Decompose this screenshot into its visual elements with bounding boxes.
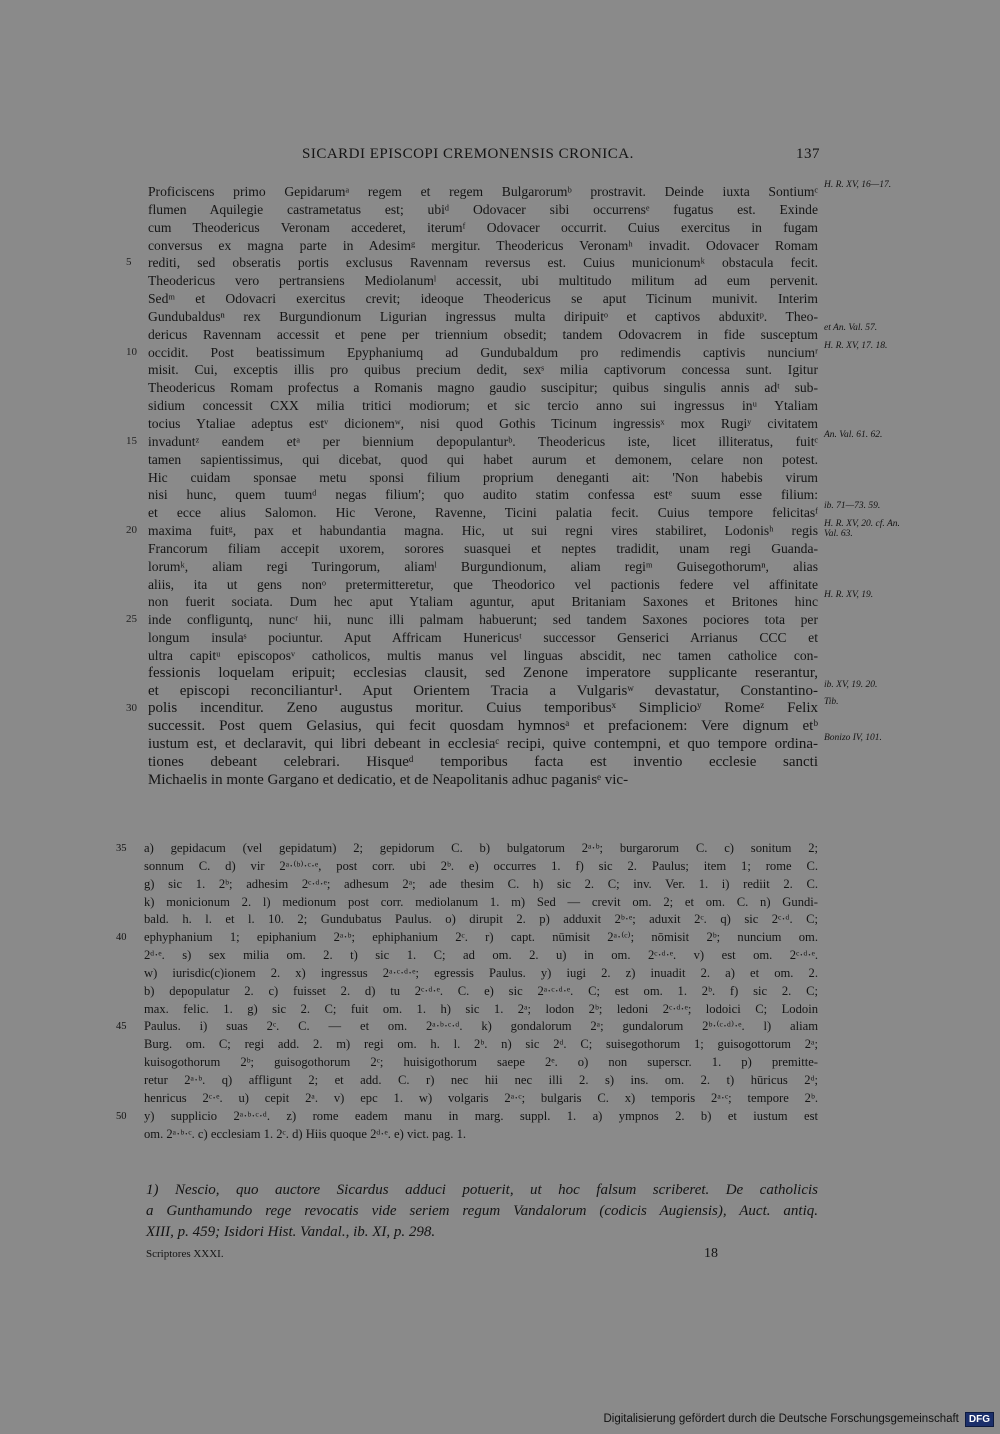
text-line (148, 322, 878, 344)
text-line (148, 237, 818, 255)
apparatus-line-content: retur 2ᵃ·ᵇ. q) affligunt 2; et add. C. r) nec hii nec illi 2. s) ins. om. 2. t) hūricus 2ᵈ; (144, 1072, 818, 1087)
line-number: 30 (126, 702, 137, 715)
text-line-content: Theodericus vero pertransiens Mediolanumˡ accessit, ubi multitudo militum ad eum pervenit. (148, 273, 818, 289)
text-line-content: dericus Ravennam accessit et pene per triennium obsedit; tandem Odovacrem in fide susceptum (148, 326, 818, 342)
text-line-content: ultra capitᵘ episcoposᵛ catholicos, multis manus vel linguas abscidit, nec tamen catholice con- (148, 647, 818, 663)
text-line (148, 486, 818, 504)
line-number: 50 (116, 1110, 127, 1122)
text-line (148, 272, 818, 290)
text-line-content: maxima fuitᵍ, pax et habundantia magna. Hic, ut sui regni vires stabiliret, Lodonisʰ regis (148, 523, 818, 539)
text-line (148, 665, 818, 683)
text-line (148, 679, 878, 701)
apparatus-line (144, 876, 818, 894)
text-line-content: Francorum filiam accepit uxorem, sorores suasquei et neptes tradidit, unam regi Guanda- (148, 540, 818, 556)
text-line-content: cum Theodericus Veronam accederet, iterumᶠ Odovacer occurrit. Cuius exercitus in fugam (148, 219, 818, 235)
critical-apparatus (116, 840, 818, 1143)
apparatus-line (144, 1001, 818, 1019)
text-line-content: Proficiscens primo Gepidarumᵃ regem et regem Bulgarorumᵇ prostravit. Deinde iuxta Sontiumᶜ (148, 184, 818, 199)
apparatus-line-content: w) iurisdic(c)ionem 2. x) ingressus 2ᵃ·ᶜ·ᵈ·ᵉ; egressis Paulus. y) iugi 2. z) inuadit 2. a) et om. 2. (144, 965, 818, 980)
text-line-content: conversus ex magna parte in Adesimᵍ mergitur. Theodericus Veronamʰ invadit. Odovacer Romam (148, 237, 818, 253)
text-line-content: et ecce alius Salomon. Hic Verone, Ravenne, Ticini palatia fecit. Cuius tempore felicitasᶠ (148, 505, 818, 521)
text-line (148, 201, 818, 219)
margin-reference: et An. Val. 57. (824, 322, 878, 333)
text-line-content: aliis, ita ut gens nonᵒ pretermitteretur, que Theodorico vel pactionis federe vel affinitate (148, 576, 818, 592)
text-line-content: occidit. Post beatissimum Epyphaniumq ad Gundubaldum pro redimendis captivis nunciumʳ (148, 344, 818, 360)
apparatus-line (116, 929, 818, 947)
text-line (126, 429, 883, 451)
apparatus-line-content: y) supplicio 2ᵃ·ᵇ·ᶜ·ᵈ. z) rome eadem manu in marg. suppl. 1. a) ympnos 2. b) et iustum est (144, 1108, 818, 1123)
apparatus-line-content: henricus 2ᶜ·ᵉ. u) cepit 2ᵃ. v) epc 1. w) volgaris 2ᵃ·ᶜ; bulgaris C. x) temporis 2ᵃ·ᶜ; tempore 2ᵇ. (144, 1090, 818, 1105)
text-line (148, 772, 818, 790)
apparatus-line-content: 2ᵈ·ᵉ. s) sex milia om. 2. t) sic 1. C; ad om. 2. u) in om. 2ᶜ·ᵈ·ᵉ. v) est om. 2ᶜ·ᵈ·ᵉ. (144, 948, 818, 963)
text-line-content: misit. Cui, exceptis illis pro quibus precium dedit, sexˢ milia captivorum concessa sunt. Igitur (148, 362, 818, 378)
banner-text: Digitalisierung gefördert durch die Deutsche Forschungsgemeinschaft (603, 1413, 959, 1425)
text-line-content: tocius Ytaliae adeptus estᵛ dicionemʷ, nisi quod Gothis Ticinum ingressisˣ mox Rugiʸ civitatem (148, 415, 818, 431)
text-line-content: polis incenditur. Zeno augustus moritur. Cuius temporibusˣ Simplicioʸ Romeᶻ Felix (148, 700, 818, 717)
margin-reference: ib. 71—73. 59. (824, 501, 881, 512)
apparatus-line-content: Paulus. i) suas 2ᶜ. C. — et om. 2ᵃ·ᵇ·ᶜ·ᵈ. k) gondalorum 2ᵃ; gundalorum 2ᵇ·⁽ᶜ·ᵈ⁾·ᵉ. l) aliam (144, 1019, 818, 1034)
footnote-line: 1) Nescio, quo auctore Sicardus adduci potuerit, ut hoc falsum scriberet. De catholicis (146, 1182, 818, 1198)
text-line-content: Hic cuidam sponsae metu sponsi filium proprium deneganti ait: 'Non habebis virum (148, 469, 818, 485)
apparatus-line-content: b) depopulatur 2. c) fuisset 2. d) tu 2ᶜ·ᵈ·ᵉ. C. e) sic 2ᵃ·ᶜ·ᵈ·ᵉ. C; est om. 1. 2ᵇ. f) sic 2. C; (144, 983, 818, 998)
main-text-block (126, 180, 900, 790)
text-line (148, 180, 892, 201)
dfg-logo: DFG (965, 1412, 994, 1427)
margin-reference: H. R. XV, 17. 18. (824, 340, 888, 351)
apparatus-line (144, 965, 818, 983)
margin-reference: ib. XV, 19. 20. (824, 679, 878, 690)
line-number: 10 (126, 345, 137, 358)
text-line-content: non fuerit sociata. Dum hec aput Ytaliam aguntur, aput Britaniam Saxones et Britones hinc (148, 594, 818, 610)
margin-reference: H. R. XV, 19. (824, 590, 874, 601)
text-line (148, 754, 818, 772)
margin-reference: H. R. XV, 20. cf. An. Val. 63. (824, 519, 900, 540)
page-number: 137 (796, 146, 820, 162)
text-line-content: Michaelis in monte Gargano et dedicatio, et de Neapolitanis adhuc paganisᵉ vic- (148, 771, 629, 788)
text-line-content: Theodericus Romam profectus a Romanis magno gaudio suscipitur; quibus singulis annis adᵗ sub- (148, 380, 818, 396)
text-line-content: tiones debeant celebrari. Hisqueᵈ temporibus facta est inventio ecclesie sancti (148, 754, 818, 770)
text-line-content: Sedᵐ et Odovacri exercitus crevit; ideoque Theodericus se aput Ticinum munivit. Interim (148, 291, 818, 307)
apparatus-line (144, 983, 818, 1001)
sheet-number: 18 (704, 1246, 718, 1261)
apparatus-line (144, 858, 818, 876)
apparatus-line-content: Burg. om. C; regi add. 2. m) regi om. h. l. 2ᵇ. n) sic 2ᵈ. C; suisegothorum 1; guisogottorum 2ᵃ; (144, 1037, 818, 1052)
footnote-line: XIII, p. 459; Isidori Hist. Vandal., ib. XI, p. 298. (146, 1224, 436, 1240)
running-head-title: SICARDI EPISCOPI CREMONENSIS CRONICA. (302, 146, 634, 162)
line-number: 5 (126, 256, 132, 269)
apparatus-line-content: bald. h. l. et l. 10. 2; Gundubatus Paulus. o) dirupit 2. p) adduxit 2ᵇ·ᵉ; aduxit 2ᶜ. q) sic 2ᶜ·ᵈ. C; (144, 912, 818, 927)
text-line-content: inde confliguntq, nuncʳ hii, nunc illi palmam habuerunt; sed tandem Saxones pociores tota per (148, 612, 818, 628)
line-number: 35 (116, 843, 127, 854)
text-line-content: nisi hunc, quem tuumᵈ negas filium'; quo audito statim confessa estᵉ suum esse filium: (148, 487, 818, 503)
apparatus-line (144, 1126, 818, 1144)
apparatus-line (116, 840, 818, 858)
apparatus-line (144, 947, 818, 965)
apparatus-line (116, 1108, 818, 1126)
apparatus-line-content: max. felic. 1. g) sic 2. C; fuit om. 1. h) sic 1. 2ᵃ; lodon 2ᵇ; ledoni 2ᶜ·ᵈ·ᵉ; lodoici C; Lodoin (144, 1001, 818, 1016)
line-number: 25 (126, 613, 137, 626)
margin-reference: H. R. XV, 16—17. (824, 180, 892, 190)
sheet-signature: Scriptores XXXI. (146, 1248, 224, 1260)
apparatus-line-content: k) monicionum 2. l) medionum post corr. mediolanum 1. m) Sed — crevit om. 2; et om. C. n) Gundi- (144, 894, 818, 909)
line-number: 20 (126, 524, 137, 537)
text-line-content: longum insulaˢ pociuntur. Aput Affricam Hunericusᵗ successor Genserici Arrianus CCC et (148, 630, 818, 646)
text-line (148, 733, 882, 754)
text-line (148, 361, 818, 379)
footnote-line: a Gunthamundo rege revocatis vide seriem regum Vandalorum (codicis Augiensis), Auct. antiq. (146, 1203, 818, 1219)
margin-reference: Bonizo IV, 101. (824, 733, 882, 744)
text-line (148, 647, 818, 665)
text-line (148, 576, 818, 594)
text-line-content: Gundubaldusⁿ rex Burgundionum Ligurian ingressus multa diripuitᵒ et captivos abduxitᵖ. Theo- (148, 308, 818, 324)
text-line-content: rediti, sed obseratis portis exclusus Ravennam reversus est. Cuius municionumᵏ obstacula fecit. (148, 255, 818, 271)
text-line (148, 290, 818, 308)
margin-reference: Tib. (824, 697, 839, 708)
apparatus-line (144, 1054, 818, 1072)
apparatus-line-content: g) sic 1. 2ᵇ; adhesim 2ᶜ·ᵈ·ᵉ; adhesum 2ᵃ; ade thesim C. h) sic 2. C; inv. Ver. 1. i) rediit 2. C. (144, 876, 818, 891)
apparatus-line (144, 911, 818, 929)
text-line-content: invaduntᶻ eandem etᵃ per biennium depopulanturᵇ. Theodericus iste, licet illiteratus, fuitᶜ (148, 433, 818, 449)
margin-reference: An. Val. 61. 62. (824, 429, 883, 440)
text-line (148, 718, 818, 736)
text-line (148, 415, 818, 433)
text-line (148, 540, 818, 558)
text-line (148, 629, 818, 647)
text-line-content: lorumᵏ, aliam regi Turingorum, aliamˡ Burgundionum, aliam regiᵐ Guisegothorumⁿ, alias (148, 558, 818, 574)
line-number: 40 (116, 932, 127, 944)
text-line (148, 590, 874, 611)
apparatus-line (144, 894, 818, 912)
text-line (126, 697, 839, 718)
text-line-content: et episcopi reconciliantur¹. Aput Orientem Tracia a Vulgarisʷ devastatur, Constantino- (148, 682, 818, 699)
text-line (148, 451, 818, 469)
line-number: 15 (126, 434, 137, 447)
apparatus-line-content: a) gepidacum (vel gepidatum) 2; gepidorum C. b) bulgatorum 2ᵃ·ᵇ; burgarorum C. c) sonitum 2; (144, 841, 818, 855)
text-line (126, 340, 888, 362)
text-line (126, 611, 818, 629)
footnote-block (146, 1180, 818, 1243)
text-line (126, 519, 900, 540)
apparatus-line (116, 1018, 818, 1036)
text-line-content: sidium concessit CXX milia tritici modiorum; et sic tercio anno sui ingressus inᵘ Ytaliam (148, 398, 818, 414)
text-line (148, 308, 818, 326)
apparatus-line-content: om. 2ᵃ·ᵇ·ᶜ. c) ecclesiam 1. 2ᶜ. d) Hiis quoque 2ᵈ·ᵉ. e) vict. pag. 1. (144, 1126, 467, 1141)
apparatus-line-content: sonnum C. d) vir 2ᵃ·⁽ᵇ⁾·ᶜ·ᵉ, post corr. ubi 2ᵇ. e) occurres 1. f) sic 2. Paulus; item 1; rome C. (144, 858, 818, 873)
apparatus-line (144, 1072, 818, 1090)
apparatus-line-content: kuisogothorum 2ᵇ; guisogothorum 2ᶜ; huisigothorum saepe 2ᵉ. o) non superscr. 1. p) premitte- (144, 1055, 818, 1070)
line-number: 45 (116, 1021, 127, 1033)
text-line-content: iustum est, et declaravit, qui libri debeant in ecclesiaᶜ recipi, quive contempni, et quo tempore ordina- (148, 736, 818, 753)
text-line (148, 379, 818, 397)
text-line-content: successit. Post quem Gelasius, qui fecit quosdam hymnosᵃ et prefacionem: Vere dignum etᵇ (148, 718, 818, 735)
apparatus-line (144, 1036, 818, 1054)
text-line (148, 397, 818, 415)
text-line (148, 558, 818, 576)
dfg-banner (603, 1410, 994, 1428)
text-line (148, 219, 818, 237)
apparatus-line (144, 1090, 818, 1108)
text-line-content: flumen Aquilegie castrametatus est; ubiᵈ Odovacer sibi occurrensᵉ fugatus est. Exinde (148, 201, 818, 217)
apparatus-line-content: ephyphanium 1; epiphanium 2ᵃ·ᵇ; ephiphanium 2ᶜ. r) capt. nūmisit 2ᵃ·⁽ᶜ⁾; nōmisit 2ᵇ; nuncium om. (144, 930, 818, 945)
text-line-content: tamen sapientissimus, qui dicebat, quod qui habet aurum et demonem, celare non potest. (148, 451, 818, 467)
text-line (148, 501, 881, 522)
text-line (126, 254, 818, 272)
text-line (148, 469, 818, 487)
text-line-content: fessionis loquelam eripuit; ecclesias clausit, sed Zenone imperatore supplicante reserantur, (148, 664, 818, 681)
